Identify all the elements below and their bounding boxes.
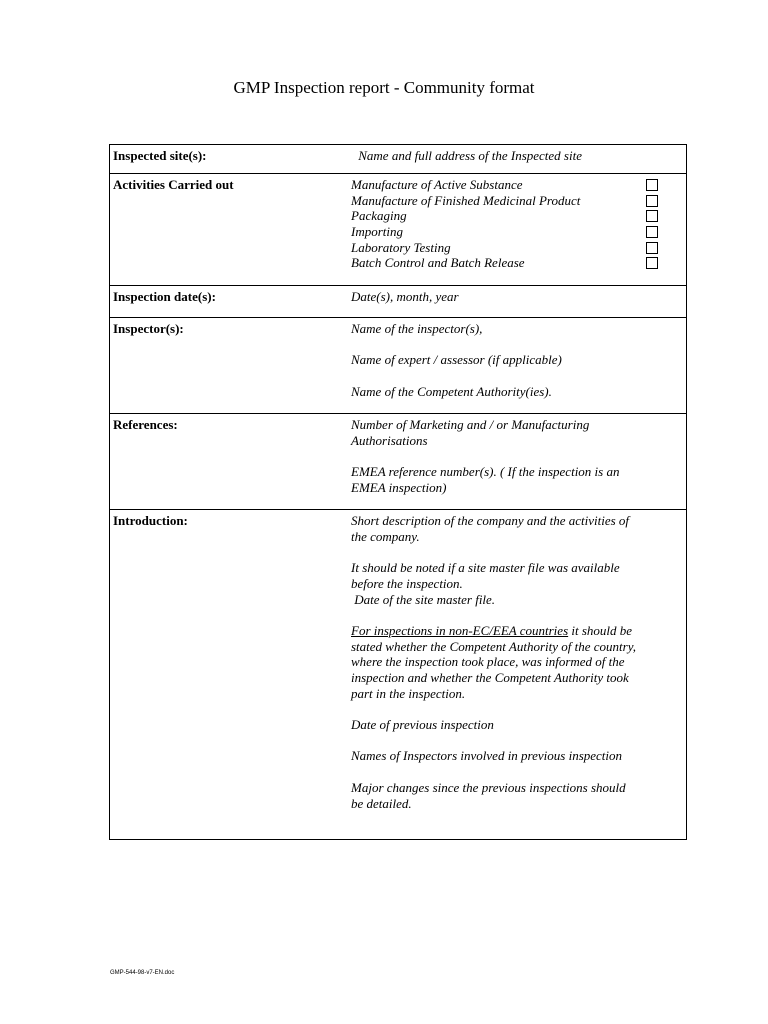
activity-item xyxy=(351,177,686,193)
label-activities: Activities Carried out xyxy=(110,174,352,286)
company-description: Short description of the company and the activities of the company. xyxy=(351,513,630,544)
activity-item xyxy=(351,208,686,224)
label-inspectors: Inspector(s): xyxy=(110,318,352,414)
activity-label: Manufacture of Active Substance xyxy=(351,177,523,192)
activity-checkbox[interactable] xyxy=(646,257,658,269)
major-changes-note: Major changes since the previous inspections should be detailed. xyxy=(351,779,626,811)
non-eea-heading: For inspections in non-EC/EEA countries xyxy=(351,622,569,638)
site-master-file-date: Date of the site master file. xyxy=(351,591,496,607)
activity-item xyxy=(351,255,686,271)
activity-item xyxy=(351,224,686,240)
value-inspection-dates: Date(s), month, year xyxy=(351,286,687,318)
label-introduction: Introduction: xyxy=(110,510,352,840)
row-inspected-site xyxy=(110,145,687,174)
activity-label: Manufacture of Finished Medicinal Product xyxy=(351,192,581,208)
value-inspectors xyxy=(351,318,687,414)
row-activities xyxy=(110,174,687,286)
activity-item xyxy=(351,240,686,256)
inspection-report-table xyxy=(109,144,687,840)
inspected-site-placeholder: Name and full address of the Inspected site xyxy=(355,148,582,163)
label-references: References: xyxy=(110,414,352,510)
row-inspection-dates xyxy=(110,286,687,318)
activity-item xyxy=(351,193,686,209)
activity-label: Importing xyxy=(351,224,403,240)
label-inspected-site: Inspected site(s): xyxy=(110,145,352,174)
row-introduction xyxy=(110,510,687,840)
activity-checkbox[interactable] xyxy=(646,226,658,238)
activity-checkbox[interactable] xyxy=(646,242,658,254)
document-footer: GMP-544-98-v7-EN.doc xyxy=(110,970,175,976)
value-introduction xyxy=(351,510,687,840)
non-eea-text: it should be stated whether the Competent Authority of the country, where the inspection took place, was informed of the inspection and whether the Competent Authority took part in the inspection. xyxy=(351,622,636,701)
activity-label: Batch Control and Batch Release xyxy=(351,255,525,271)
activity-checkbox[interactable] xyxy=(646,195,658,207)
activity-label: Laboratory Testing xyxy=(351,239,451,255)
non-eea-note xyxy=(351,623,641,702)
value-references xyxy=(351,414,687,510)
previous-inspectors: Names of Inspectors involved in previous inspection xyxy=(351,748,623,764)
expert-name-line: Name of expert / assessor (if applicable) xyxy=(351,352,562,368)
activity-label: Packaging xyxy=(351,208,407,224)
label-inspection-dates: Inspection date(s): xyxy=(110,286,352,318)
row-inspectors xyxy=(110,318,687,414)
document-title: GMP Inspection report - Community format xyxy=(233,78,535,97)
authorisations-line: Number of Marketing and / or Manufacturing Authorisations xyxy=(351,417,590,448)
row-references xyxy=(110,414,687,510)
site-master-file-text: It should be noted if a site master file was available before the inspection. xyxy=(351,560,620,591)
authority-name-line: Name of the Competent Authority(ies). xyxy=(351,383,552,399)
value-activities xyxy=(351,174,687,286)
emea-reference-line: EMEA reference number(s). ( If the inspection is an EMEA inspection) xyxy=(351,464,620,495)
inspector-name-line: Name of the inspector(s), xyxy=(351,321,483,336)
site-master-file-note xyxy=(351,560,641,607)
activity-checkbox[interactable] xyxy=(646,179,658,191)
activity-checkbox[interactable] xyxy=(646,210,658,222)
value-inspected-site xyxy=(351,145,687,174)
previous-inspection-date: Date of previous inspection xyxy=(351,717,494,733)
